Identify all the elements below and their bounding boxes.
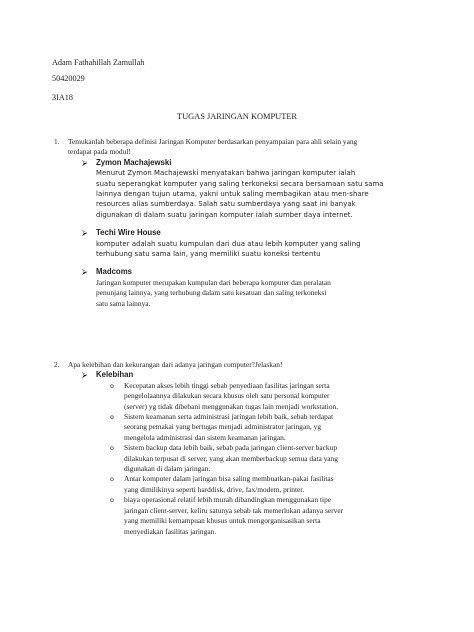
definition-line: Jaringan komputer merupakan kumpulan dari beberapa komputer dan peralatan: [96, 277, 331, 287]
definition-line: komputer adalah suatu kumpulan dari dua atau lebih komputer yang saling: [96, 239, 361, 248]
list-item-line: pengelolaannya dilakukan secara khusus oleh satu personal komputer: [124, 391, 330, 401]
student-number: 50420029: [52, 74, 85, 83]
arrow-bullet-icon: ⮚: [82, 370, 88, 380]
advantages-section: [82, 370, 438, 537]
advantages-list: [110, 381, 438, 537]
definition-line: lainnya dengan tujun utama, yakni untuk saling membagikan atau men-share: [96, 190, 369, 199]
list-item: [110, 443, 438, 474]
arrow-bullet-icon: ⮚: [82, 228, 88, 238]
expert-name: Madcoms: [96, 267, 132, 277]
list-item: [110, 495, 438, 537]
list-item-line: jaringan client-server, keliru satunya sebab tak memerlukan adanya server: [124, 505, 344, 515]
arrow-bullet-icon: ⮚: [82, 157, 88, 167]
circle-bullet-icon: o: [110, 444, 114, 453]
list-item: [110, 474, 438, 495]
definition-line: resources alias sumberdaya. Salah satu sumberdaya yang saat ini banyak: [96, 200, 356, 209]
question-text-line: Temukanlah beberapa definisi Jaringan Komputer berdasarkan penyampaian para ahli selain yang: [68, 137, 358, 146]
circle-bullet-icon: o: [110, 496, 114, 505]
list-item-line: digunakan di dalam jaringan.: [124, 464, 211, 474]
list-item-line: Antar komputer dalam jaringan bisa saling membuatkan-pakai fasilitas: [124, 474, 334, 484]
definition-line: terhubung satu sama lain, yang memiliki suatu koneksi tertentu: [96, 250, 321, 259]
definition-line: Menurut Zymon Machajewski menyatakan bahwa jaringan komputer ialah: [96, 169, 356, 178]
expert-name: Techi Wire House: [96, 228, 161, 238]
list-item-line: yang dimilikinya seperti harddisk, drive, fax/modem, printer.: [124, 484, 305, 494]
question-text: [68, 137, 438, 158]
definition-item: [82, 158, 438, 220]
definition-text: [96, 239, 438, 260]
list-item-line: Sistem backup data lebih baik, sebab pada jaringan client-server backup: [124, 443, 338, 453]
question-number: 1.: [54, 137, 60, 146]
definition-text: [96, 168, 438, 220]
question-number: 2.: [54, 360, 60, 369]
definition-line: suatu seperangkat komputer yang saling terkoneksi secara bersamaan satu sama: [96, 179, 384, 188]
definition-item: [82, 228, 438, 259]
list-item-line: mengelola administrasi dan sistem keamanan jaringan.: [124, 432, 286, 442]
circle-bullet-icon: o: [110, 381, 114, 390]
circle-bullet-icon: o: [110, 475, 114, 484]
class-code: 3IA18: [52, 93, 73, 102]
list-item: [110, 381, 438, 412]
expert-name: Zymon Machajewski: [96, 157, 172, 167]
arrow-bullet-icon: ⮚: [82, 267, 88, 277]
list-item-line: Sistem keamanan serta administrasi jaringan lebih baik, sebab terdapat: [124, 412, 334, 422]
author-name: Adam Fathahillah Zamullah: [52, 58, 145, 67]
section-heading: Kelebihan: [96, 370, 134, 380]
question-text-line: terdapat pada modul!: [68, 147, 131, 157]
list-item: [110, 412, 438, 443]
list-item-line: menyediakan fasilitas jaringan.: [124, 526, 217, 536]
list-item-line: (server) yg tidak dibebani menggunakan tugas lain menjadi workstation.: [124, 401, 339, 411]
definition-line: penunjang lainnya, yang terhubung dalam satu kesatuan dan saling terkoneksi: [96, 288, 327, 298]
question-text: Apa kelebihan dan kekurangan dari adanya jaringan computer?Jelaskan!: [68, 360, 283, 369]
list-item-line: seorang pemakai yang bertugas menjadi administrator jaringan, yg: [124, 422, 322, 432]
definition-line: digunakan di dalam suatu jaringan komputer ialah sumber daya internet.: [96, 210, 353, 219]
list-item-line: yang memiliki kemampuan khusus untuk mengorganisasikan serta: [124, 516, 321, 526]
list-item-line: Kecepatan akses lebih tinggi sebab penyediaan fasilitas jaringan serta: [124, 380, 330, 390]
list-item-line: dilakukan terpusat di server, yang akan memberbackup semua data yang: [124, 453, 338, 463]
definition-item: [82, 267, 438, 309]
circle-bullet-icon: o: [110, 413, 114, 422]
document-title: TUGAS JARINGAN KOMPUTER: [176, 112, 298, 121]
list-item-line: biaya operasional relatif lebih murah dibandingkan menggunakan tipe: [124, 495, 332, 505]
definition-line: satu sama lainnya.: [96, 298, 151, 308]
question-2: [54, 360, 438, 537]
question-1: [54, 137, 438, 309]
definition-text: [96, 278, 438, 309]
